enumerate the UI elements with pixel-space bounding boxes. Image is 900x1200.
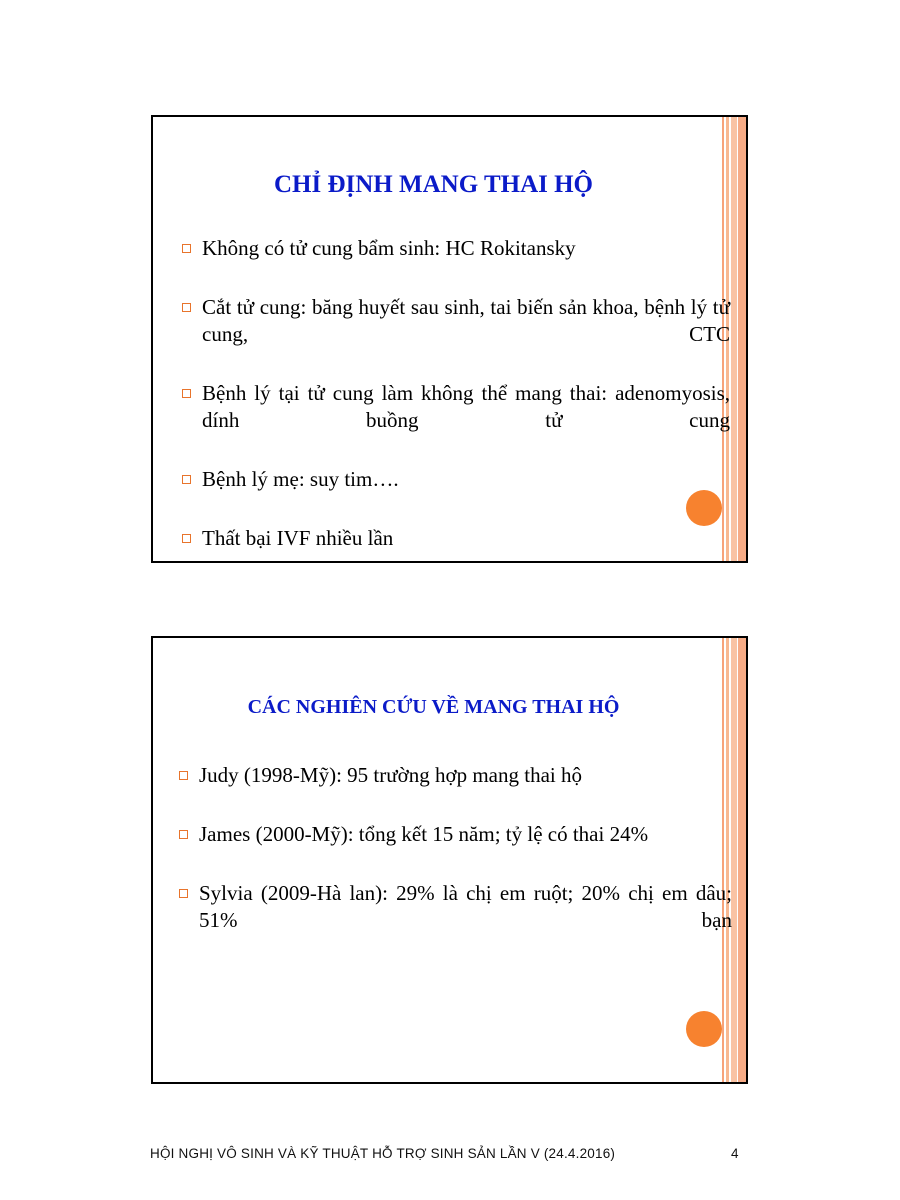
list-item <box>180 525 730 563</box>
square-bullet-icon <box>182 389 191 398</box>
square-bullet-icon <box>179 889 188 898</box>
list-item <box>180 235 730 289</box>
decorative-stripe <box>731 117 737 561</box>
page-footer: HỘI NGHỊ VÔ SINH VÀ KỸ THUẬT HỖ TRỢ SINH SẢN LẦN V (24.4.2016) <box>150 1146 616 1161</box>
list-item-text: Không có tử cung bẩm sinh: HC Rokitansky <box>202 236 576 260</box>
bullet-list <box>177 762 732 966</box>
list-item <box>177 821 732 875</box>
list-item-text: Sylvia (2009-Hà lan): 29% là chị em ruột; 20% chị em dâu; 51% bạn <box>199 881 732 932</box>
list-item <box>180 294 730 375</box>
list-item-text: Cắt tử cung: băng huyết sau sinh, tai biến sản khoa, bệnh lý tử cung, CTC <box>202 295 730 346</box>
list-item-text: Bệnh lý mẹ: suy tim…. <box>202 467 399 491</box>
orange-circle-icon <box>686 490 722 526</box>
page-number: 4 <box>731 1146 739 1161</box>
list-item-text: James (2000-Mỹ): tổng kết 15 năm; tỷ lệ có thai 24% <box>199 822 649 846</box>
square-bullet-icon <box>182 244 191 253</box>
square-bullet-icon <box>182 475 191 484</box>
square-bullet-icon <box>182 534 191 543</box>
list-item <box>180 466 730 520</box>
slide-title: CÁC NGHIÊN CỨU VỀ MANG THAI HỘ <box>247 696 620 718</box>
slide-2 <box>151 636 748 1084</box>
list-item-text: Thất bại IVF nhiều lần <box>202 526 394 550</box>
list-item <box>180 380 730 461</box>
square-bullet-icon <box>179 771 188 780</box>
list-item <box>177 762 732 816</box>
bullet-list <box>180 235 730 563</box>
list-item <box>177 880 732 961</box>
list-item-text: Bệnh lý tại tử cung làm không thể mang thai: adenomyosis, dính buồng tử cung <box>202 381 730 432</box>
decorative-stripe <box>738 117 748 561</box>
decorative-stripe <box>738 638 748 1082</box>
square-bullet-icon <box>182 303 191 312</box>
orange-circle-icon <box>686 1011 722 1047</box>
slide-title: CHỈ ĐỊNH MANG THAI HỘ <box>273 171 593 198</box>
square-bullet-icon <box>179 830 188 839</box>
list-item-text: Judy (1998-Mỹ): 95 trường hợp mang thai hộ <box>199 763 582 787</box>
slide-1 <box>151 115 748 563</box>
